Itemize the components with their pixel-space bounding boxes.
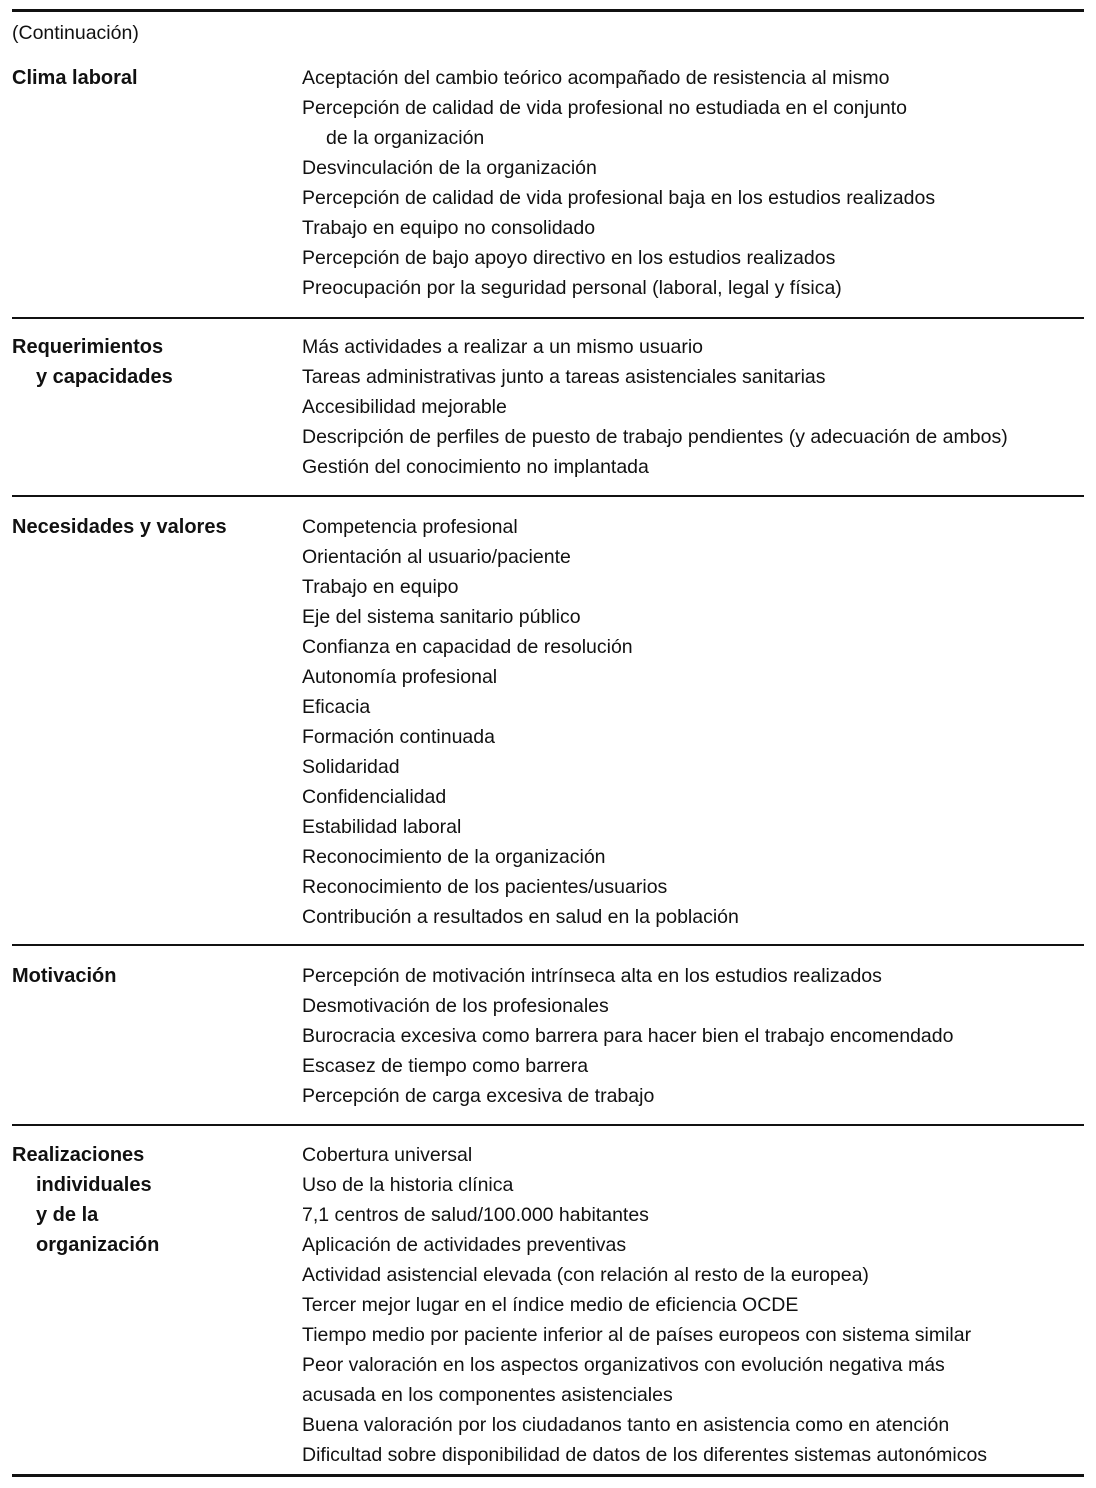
list-item-line: Peor valoración en los aspectos organizativos con evolución negativa más	[302, 1354, 945, 1376]
section-label	[12, 1140, 159, 1260]
list-item	[302, 1021, 1092, 1051]
section-label	[12, 961, 116, 991]
section-label-line: y de la	[36, 1204, 99, 1226]
section-label-line: individuales	[36, 1174, 152, 1196]
list-item-line: Más actividades a realizar a un mismo usuario	[302, 336, 704, 358]
list-item-line: Preocupación por la seguridad personal (laboral, legal y física)	[302, 277, 842, 299]
list-item	[302, 1320, 1092, 1350]
list-item-line: Gestión del conocimiento no implantada	[302, 456, 649, 478]
list-item-line: Percepción de calidad de vida profesional baja en los estudios realizados	[302, 187, 936, 209]
list-item	[302, 392, 1092, 422]
list-item-line: Aceptación del cambio teórico acompañado de resistencia al mismo	[302, 67, 890, 89]
list-item	[302, 213, 1092, 243]
list-item-line: Confianza en capacidad de resolución	[302, 636, 633, 658]
list-item	[302, 572, 1092, 602]
list-item	[302, 362, 1092, 392]
section-items	[302, 332, 1092, 482]
list-item-line: Cobertura universal	[302, 1144, 473, 1166]
list-item	[302, 273, 1092, 303]
list-item	[302, 93, 1092, 153]
list-item	[302, 1350, 1092, 1410]
list-item	[302, 422, 1092, 452]
list-item	[302, 1410, 1092, 1440]
list-item-line: Accesibilidad mejorable	[302, 396, 507, 418]
list-item	[302, 602, 1092, 632]
section-label	[12, 332, 173, 392]
section-label-line: Realizaciones	[12, 1144, 145, 1166]
list-item	[302, 872, 1092, 902]
list-item	[302, 452, 1092, 482]
list-item-line: Dificultad sobre disponibilidad de datos de los diferentes sistemas autonómicos	[302, 1444, 988, 1466]
list-item-line: Tiempo medio por paciente inferior al de países europeos con sistema similar	[302, 1324, 972, 1346]
list-item-line: Formación continuada	[302, 726, 495, 748]
list-item-line: Tercer mejor lugar en el índice medio de eficiencia OCDE	[302, 1294, 799, 1316]
list-item-line: Eficacia	[302, 696, 371, 718]
list-item-line: 7,1 centros de salud/100.000 habitantes	[302, 1204, 649, 1226]
section-items	[302, 961, 1092, 1111]
list-item	[302, 1260, 1092, 1290]
list-item	[302, 1081, 1092, 1111]
section-divider	[12, 1124, 1084, 1126]
list-item	[302, 512, 1092, 542]
list-item-line: Percepción de bajo apoyo directivo en los estudios realizados	[302, 247, 836, 269]
section-label-line: Necesidades y valores	[12, 516, 227, 538]
list-item-line: Reconocimiento de los pacientes/usuarios	[302, 876, 668, 898]
list-item-line: Estabilidad laboral	[302, 816, 462, 838]
section-label-line: Clima laboral	[12, 67, 138, 89]
list-item-line: Percepción de carga excesiva de trabajo	[302, 1085, 655, 1107]
section-divider	[12, 495, 1084, 497]
list-item	[302, 1170, 1092, 1200]
list-item	[302, 632, 1092, 662]
list-item-line: Confidencialidad	[302, 786, 447, 808]
list-item	[302, 1140, 1092, 1170]
list-item-line: Buena valoración por los ciudadanos tanto en asistencia como en atención	[302, 1414, 950, 1436]
list-item-line: Eje del sistema sanitario público	[302, 606, 581, 628]
section-divider	[12, 944, 1084, 946]
list-item	[302, 782, 1092, 812]
list-item	[302, 1290, 1092, 1320]
list-item	[302, 183, 1092, 213]
list-item-line: Trabajo en equipo no consolidado	[302, 217, 596, 239]
list-item	[302, 752, 1092, 782]
list-item-line: Escasez de tiempo como barrera	[302, 1055, 589, 1077]
list-item-line: Uso de la historia clínica	[302, 1174, 514, 1196]
list-item-line: de la organización	[326, 127, 485, 149]
section-label-line: Motivación	[12, 965, 117, 987]
list-item	[302, 692, 1092, 722]
list-item-line: Desvinculación de la organización	[302, 157, 597, 179]
list-item	[302, 662, 1092, 692]
list-item-line: Aplicación de actividades preventivas	[302, 1234, 627, 1256]
list-item	[302, 1440, 1092, 1470]
section-label	[12, 63, 138, 93]
list-item-line: Tareas administrativas junto a tareas asistenciales sanitarias	[302, 366, 826, 388]
list-item	[302, 332, 1092, 362]
list-item	[302, 1200, 1092, 1230]
section-items	[302, 63, 1092, 303]
list-item-line: Contribución a resultados en salud en la población	[302, 906, 739, 928]
list-item	[302, 812, 1092, 842]
list-item-line: Burocracia excesiva como barrera para hacer bien el trabajo encomendado	[302, 1025, 954, 1047]
list-item-line: Competencia profesional	[302, 516, 518, 538]
section-items	[302, 1140, 1092, 1470]
list-item-line: Autonomía profesional	[302, 666, 498, 688]
list-item	[302, 1051, 1092, 1081]
list-item-line: Trabajo en equipo	[302, 576, 459, 598]
section-divider	[12, 317, 1084, 319]
list-item	[302, 722, 1092, 752]
list-item-line: Percepción de motivación intrínseca alta en los estudios realizados	[302, 965, 882, 987]
continuation-label: (Continuación)	[12, 22, 139, 44]
list-item-line: Descripción de perfiles de puesto de trabajo pendientes (y adecuación de ambos)	[302, 426, 1008, 448]
list-item	[302, 842, 1092, 872]
top-rule	[12, 9, 1084, 12]
list-item	[302, 542, 1092, 572]
list-item-line: Desmotivación de los profesionales	[302, 995, 609, 1017]
section-label	[12, 512, 227, 542]
section-items	[302, 512, 1092, 932]
list-item-line: acusada en los componentes asistenciales	[302, 1384, 673, 1406]
list-item	[302, 961, 1092, 991]
section-label-line: Requerimientos	[12, 336, 164, 358]
list-item	[302, 243, 1092, 273]
bottom-rule	[12, 1474, 1084, 1477]
list-item-line: Orientación al usuario/paciente	[302, 546, 571, 568]
list-item-line: Actividad asistencial elevada (con relación al resto de la europea)	[302, 1264, 869, 1286]
list-item	[302, 1230, 1092, 1260]
list-item	[302, 991, 1092, 1021]
section-label-line: organización	[36, 1234, 160, 1256]
list-item-line: Reconocimiento de la organización	[302, 846, 606, 868]
list-item-line: Percepción de calidad de vida profesional no estudiada en el conjunto	[302, 97, 907, 119]
list-item	[302, 902, 1092, 932]
section-label-line: y capacidades	[36, 366, 173, 388]
list-item-line: Solidaridad	[302, 756, 400, 778]
list-item	[302, 153, 1092, 183]
list-item	[302, 63, 1092, 93]
